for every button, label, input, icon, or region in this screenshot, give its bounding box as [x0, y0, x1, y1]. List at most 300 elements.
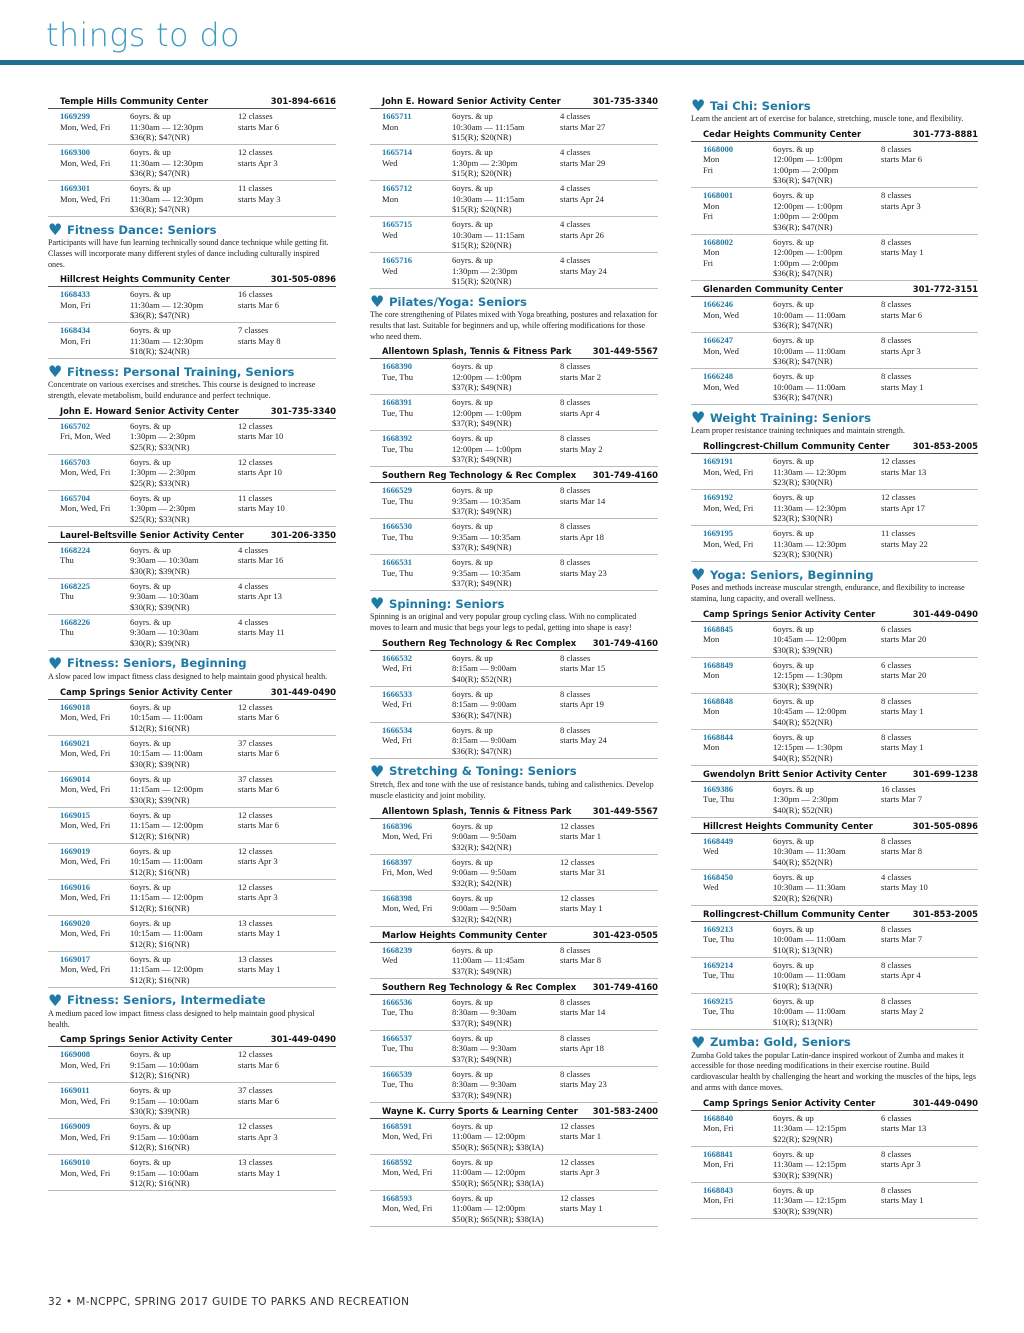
class-row [48, 880, 336, 916]
class-days: Wed [382, 265, 398, 276]
age-time-fee-cell [773, 144, 881, 186]
code-days-cell [60, 774, 130, 806]
class-detail: 9:30am — 10:30am [130, 627, 199, 638]
session-detail: 12 classes [238, 456, 273, 467]
course-code[interactable]: 1668434 [60, 325, 91, 336]
class-row [48, 952, 336, 988]
course-code[interactable]: 1669020 [60, 917, 91, 928]
course-code[interactable]: 1666529 [382, 485, 413, 496]
class-row [48, 109, 336, 145]
class-days: Tue, Thu [382, 1043, 414, 1054]
course-code[interactable]: 1668848 [703, 695, 734, 706]
session-cell [560, 1033, 658, 1065]
class-detail: 12:00pm — 1:00pm [452, 371, 522, 382]
course-code[interactable]: 1668239 [382, 944, 413, 955]
course-code[interactable]: 1668840 [703, 1112, 734, 1123]
session-detail: 11 classes [238, 492, 273, 503]
course-code[interactable]: 1669018 [60, 701, 91, 712]
session-cell [881, 732, 978, 764]
class-row [691, 526, 978, 562]
session-detail: starts Mar 6 [238, 820, 280, 831]
class-detail: 11:30am — 12:30pm [773, 538, 847, 549]
course-code[interactable]: 1665716 [382, 255, 413, 265]
age-time-fee-cell [130, 738, 238, 770]
class-row [48, 1119, 336, 1155]
class-detail: 6oyrs. & up [130, 1049, 171, 1060]
session-cell [560, 219, 658, 251]
course-code[interactable]: 1668591 [382, 1120, 413, 1131]
class-detail: 6oyrs. & up [773, 959, 814, 970]
class-detail: 11:00am — 12:00pm [452, 1203, 526, 1214]
class-detail: $36(R); $47(NR) [773, 356, 833, 367]
code-days-cell [382, 1193, 452, 1225]
session-detail: 12 classes [238, 111, 273, 121]
age-time-fee-cell [773, 960, 881, 992]
class-detail: 8:30am — 9:30am [452, 1043, 517, 1054]
code-days-cell [703, 1149, 773, 1181]
class-row [48, 455, 336, 491]
course-code[interactable]: 1665704 [60, 492, 91, 503]
age-time-fee-cell [773, 237, 881, 279]
age-time-fee-cell [452, 1157, 560, 1189]
session-detail: 6 classes [881, 623, 912, 634]
location-header [370, 927, 658, 943]
class-days: Mon, Wed, Fri [60, 892, 111, 903]
class-detail: $12(R); $16(NR) [130, 902, 190, 913]
course-code[interactable]: 1668593 [382, 1192, 413, 1203]
course-code[interactable]: 1668226 [60, 616, 91, 627]
class-detail: 10:30am — 11:15am [452, 193, 525, 204]
course-code[interactable]: 1666536 [382, 996, 413, 1007]
age-time-fee-cell [452, 893, 560, 925]
code-days-cell [382, 997, 452, 1029]
page-title: things to do [46, 16, 240, 54]
age-time-fee-cell [130, 918, 238, 950]
class-days: Mon, Fri [60, 335, 91, 346]
class-days: Tue, Thu [703, 794, 735, 805]
code-days-cell [382, 1157, 452, 1189]
course-code[interactable]: 1665703 [60, 456, 91, 467]
age-time-fee-cell [452, 147, 560, 179]
age-time-fee-cell [130, 702, 238, 734]
course-code[interactable]: 1668433 [60, 289, 91, 300]
age-time-fee-cell [452, 997, 560, 1029]
class-detail: 11:00am — 12:00pm [452, 1131, 526, 1142]
course-code[interactable]: 1665712 [382, 183, 413, 193]
class-detail: $37(R); $49(NR) [452, 1017, 512, 1028]
class-row [48, 1083, 336, 1119]
age-time-fee-cell [130, 1121, 238, 1153]
course-code[interactable]: 1666533 [382, 688, 413, 699]
session-detail: starts Apr 18 [560, 1043, 604, 1054]
code-days-cell [703, 371, 773, 403]
session-cell [881, 237, 978, 279]
session-cell [560, 653, 658, 685]
class-days: Mon, Wed [703, 345, 739, 356]
course-code[interactable]: 1668450 [703, 871, 734, 882]
age-time-fee-cell [773, 660, 881, 692]
session-detail: 4 classes [560, 255, 591, 265]
class-days: Wed [703, 846, 719, 857]
course-code[interactable]: 1666248 [703, 371, 734, 382]
section-heading [691, 565, 978, 585]
session-cell [238, 774, 336, 806]
course-code[interactable]: 1666539 [382, 1068, 413, 1079]
course-code[interactable]: 1669301 [60, 183, 91, 193]
class-row [48, 543, 336, 579]
course-code[interactable]: 1669011 [60, 1085, 90, 1096]
class-detail: 6oyrs. & up [130, 111, 171, 121]
session-detail: starts Mar 6 [238, 748, 280, 759]
code-days-cell [703, 335, 773, 367]
section-title: Zumba: Gold, Seniors [710, 1035, 851, 1050]
class-detail: $50(R); $65(NR); $38(IA) [452, 1213, 544, 1224]
location-name: Temple Hills Community Center [60, 96, 209, 106]
location-header [691, 1095, 978, 1111]
course-code[interactable]: 1669195 [703, 528, 734, 539]
code-days-cell [60, 846, 130, 878]
course-code[interactable]: 1666247 [703, 335, 734, 346]
section-title: Weight Training: Seniors [710, 410, 871, 425]
session-detail: starts Apr 18 [560, 531, 604, 542]
session-cell [238, 421, 336, 453]
session-cell [881, 144, 978, 186]
class-detail: 6oyrs. & up [773, 1112, 814, 1123]
session-detail: 12 classes [560, 1192, 595, 1203]
class-days: Tue, Thu [703, 970, 735, 981]
code-days-cell [382, 1069, 452, 1101]
session-cell [881, 528, 978, 560]
class-row [370, 359, 658, 395]
class-days: Tue, Thu [703, 1006, 735, 1017]
code-days-cell [60, 617, 130, 649]
course-code[interactable]: 1669299 [60, 111, 91, 121]
class-detail: $37(R); $49(NR) [452, 418, 512, 429]
class-detail: 6oyrs. & up [130, 183, 171, 193]
class-detail: 12:00pm — 1:00pm [773, 200, 843, 211]
session-cell [238, 810, 336, 842]
code-days-cell [382, 945, 452, 977]
course-code[interactable]: 1668390 [382, 361, 413, 372]
session-cell [238, 457, 336, 489]
course-code[interactable]: 1669014 [60, 773, 91, 784]
class-detail: $50(R); $65(NR); $38(IA) [452, 1177, 544, 1188]
course-code[interactable]: 1668224 [60, 544, 91, 555]
location-phone: 301-894-6616 [270, 96, 336, 106]
class-detail: $30(R); $39(NR) [130, 601, 190, 612]
class-row [691, 622, 978, 658]
class-days: Mon, Fri [703, 1123, 734, 1134]
session-cell [238, 581, 336, 613]
age-time-fee-cell [130, 147, 238, 179]
course-code[interactable]: 1669008 [60, 1049, 91, 1060]
session-detail: starts May 24 [560, 735, 607, 746]
course-code[interactable]: 1666246 [703, 299, 734, 310]
session-detail: 8 classes [881, 995, 912, 1006]
class-detail: 6oyrs. & up [452, 183, 493, 193]
class-days: Tue, Thu [382, 531, 414, 542]
class-detail: 1:00pm — 2:00pm [773, 211, 839, 222]
session-detail: 8 classes [560, 724, 591, 735]
session-detail: 8 classes [881, 695, 912, 706]
course-code[interactable]: 1669300 [60, 147, 91, 157]
class-row [370, 943, 658, 979]
course-code[interactable]: 1665714 [382, 147, 413, 157]
age-time-fee-cell [452, 725, 560, 757]
class-detail: $40(R); $52(NR) [773, 856, 833, 867]
code-days-cell [382, 725, 452, 757]
session-detail: 16 classes [881, 783, 916, 794]
class-days: Fri, Mon, Wed [382, 867, 433, 878]
class-days: Mon [703, 200, 720, 211]
class-days: Tue, Thu [382, 371, 414, 382]
course-code[interactable]: 1668398 [382, 892, 413, 903]
session-detail: starts Mar 8 [560, 955, 602, 966]
session-detail: 4 classes [560, 111, 591, 121]
class-row [691, 1147, 978, 1183]
class-row [691, 297, 978, 333]
class-detail: 6oyrs. & up [130, 147, 171, 157]
class-detail: 6oyrs. & up [773, 143, 814, 154]
course-code[interactable]: 1668841 [703, 1148, 734, 1159]
course-code[interactable]: 1666534 [382, 724, 413, 735]
session-cell [238, 545, 336, 577]
code-days-cell [703, 624, 773, 656]
course-code[interactable]: 1665715 [382, 219, 413, 229]
session-detail: 8 classes [560, 1068, 591, 1079]
session-detail: 13 classes [238, 953, 273, 964]
code-days-cell [382, 361, 452, 393]
session-cell [238, 846, 336, 878]
class-detail: $30(R); $39(NR) [130, 1106, 190, 1117]
course-code[interactable]: 1666537 [382, 1032, 413, 1043]
class-detail: $37(R); $49(NR) [452, 1089, 512, 1100]
class-detail: 6oyrs. & up [452, 485, 493, 496]
session-detail: 8 classes [560, 996, 591, 1007]
session-detail: starts Mar 14 [560, 1007, 606, 1018]
age-time-fee-cell [452, 521, 560, 553]
class-detail: $10(R); $13(NR) [773, 944, 833, 955]
class-detail: $15(R); $20(NR) [452, 240, 512, 250]
location-header [370, 635, 658, 651]
course-code[interactable]: 1669016 [60, 881, 91, 892]
course-code[interactable]: 1668849 [703, 659, 734, 670]
class-row [691, 235, 978, 282]
class-row [370, 855, 658, 891]
class-detail: 9:30am — 10:30am [130, 591, 199, 602]
location-phone: 301-735-3340 [270, 405, 336, 416]
class-row [370, 819, 658, 855]
class-detail: 12:15pm — 1:30pm [773, 742, 843, 753]
session-detail: 8 classes [881, 371, 912, 382]
session-detail: 12 classes [560, 856, 595, 867]
course-code[interactable]: 1665702 [60, 420, 91, 431]
class-row [48, 772, 336, 808]
session-cell [238, 1049, 336, 1081]
course-code[interactable]: 1669017 [60, 953, 91, 964]
class-detail: 6oyrs. & up [773, 623, 814, 634]
class-detail: 11:15am — 12:00pm [130, 964, 204, 975]
course-code[interactable]: 1668225 [60, 580, 91, 591]
class-detail: 10:00am — 11:00am [773, 970, 846, 981]
session-cell [881, 190, 978, 232]
course-code[interactable]: 1668391 [382, 397, 413, 408]
class-detail: 6oyrs. & up [452, 1192, 493, 1203]
code-days-cell [703, 1113, 773, 1145]
section-heading [48, 362, 336, 382]
section-description: Learn the ancient art of exercise for balance, stretching, muscle tone, and flexibility. [691, 114, 964, 123]
class-detail: $37(R); $49(NR) [452, 382, 512, 393]
course-code[interactable]: 1668396 [382, 820, 413, 831]
class-detail: 8:30am — 9:30am [452, 1007, 517, 1018]
age-time-fee-cell [130, 882, 238, 914]
session-cell [238, 1157, 336, 1189]
course-code[interactable]: 1669213 [703, 923, 734, 934]
class-detail: 6oyrs. & up [452, 1068, 493, 1079]
class-detail: 6oyrs. & up [773, 695, 814, 706]
course-code[interactable]: 1666531 [382, 557, 413, 568]
class-days: Mon, Wed [703, 381, 739, 392]
location-phone: 301-749-4160 [592, 637, 658, 648]
age-time-fee-cell [452, 485, 560, 517]
class-detail: $36(R); $47(NR) [773, 175, 833, 186]
location-name: Marlow Heights Community Center [382, 929, 547, 940]
section-description: Learn proper resistance training techniques and maintain strength. [691, 426, 905, 436]
course-code[interactable]: 1668845 [703, 623, 734, 634]
code-days-cell [703, 190, 773, 232]
course-code[interactable]: 1668843 [703, 1184, 734, 1195]
code-days-cell [703, 456, 773, 488]
course-code[interactable]: 1669019 [60, 845, 91, 856]
class-detail: $36(R); $47(NR) [773, 392, 833, 403]
class-row [370, 1031, 658, 1067]
code-days-cell [703, 1185, 773, 1217]
session-detail: 12 classes [238, 1121, 273, 1132]
class-days: Mon, Wed, Fri [60, 1095, 111, 1106]
code-days-cell [382, 857, 452, 889]
course-code[interactable]: 1668449 [703, 835, 734, 846]
section-heading [48, 653, 336, 673]
course-code[interactable]: 1666532 [382, 652, 413, 663]
class-row [691, 188, 978, 235]
session-detail: starts May 1 [881, 1195, 924, 1206]
session-detail: 13 classes [238, 1157, 273, 1168]
age-time-fee-cell [452, 857, 560, 889]
class-detail: 6oyrs. & up [452, 219, 493, 229]
class-days: Wed [382, 229, 398, 240]
section-heading [691, 408, 978, 428]
session-detail: starts Apr 17 [881, 502, 925, 513]
section-description: Stretch, flex and tone with the use of resistance bands, tubing and calisthenics. Develop muscle elasticity and joint mobility. [370, 779, 654, 800]
class-days: Mon, Wed, Fri [703, 538, 754, 549]
course-code[interactable]: 1666530 [382, 521, 413, 532]
age-time-fee-cell [452, 219, 560, 251]
class-detail: 6oyrs. & up [130, 325, 171, 336]
class-detail: $40(R); $52(NR) [773, 752, 833, 763]
session-cell [560, 1157, 658, 1189]
session-cell [238, 882, 336, 914]
course-code[interactable]: 1668000 [703, 143, 734, 154]
location-header [691, 281, 978, 297]
section-heading [48, 990, 336, 1010]
course-code[interactable]: 1669009 [60, 1121, 91, 1132]
class-detail: $36(R); $47(NR) [452, 709, 512, 720]
class-days: Fri [703, 164, 714, 175]
code-days-cell [382, 147, 452, 179]
session-cell [238, 1085, 336, 1117]
course-code[interactable]: 1668397 [382, 856, 413, 867]
session-cell [560, 183, 658, 215]
class-days: Thu [60, 555, 74, 566]
course-code[interactable]: 1669191 [703, 456, 734, 467]
class-days: Mon, Fri [703, 1195, 734, 1206]
class-detail: 6oyrs. & up [773, 335, 814, 346]
location-phone: 301-449-0490 [912, 1097, 978, 1108]
course-code[interactable]: 1669010 [60, 1157, 91, 1168]
location-name: Allentown Splash, Tennis & Fitness Park [382, 346, 572, 357]
class-detail: $30(R); $39(NR) [773, 644, 833, 655]
course-code[interactable]: 1665711 [382, 111, 412, 121]
course-code[interactable]: 1668001 [703, 190, 734, 201]
section-heading [370, 594, 658, 614]
session-detail: 12 classes [560, 892, 595, 903]
class-row [691, 870, 978, 906]
age-time-fee-cell [773, 1113, 881, 1145]
class-detail: $40(R); $52(NR) [452, 673, 512, 684]
class-row [370, 687, 658, 723]
session-cell [881, 996, 978, 1028]
code-days-cell [703, 299, 773, 331]
class-row [370, 519, 658, 555]
age-time-fee-cell [773, 696, 881, 728]
class-days: Mon [382, 193, 399, 204]
course-code[interactable]: 1669214 [703, 959, 734, 970]
session-detail: 8 classes [881, 1184, 912, 1195]
session-detail: starts Apr 10 [238, 467, 282, 478]
course-code[interactable]: 1668844 [703, 731, 734, 742]
class-detail: 6oyrs. & up [773, 659, 814, 670]
session-detail: 12 classes [560, 1156, 595, 1167]
course-code[interactable]: 1669215 [703, 995, 734, 1006]
location-phone: 301-735-3340 [592, 96, 658, 106]
class-detail: $32(R); $42(NR) [452, 841, 512, 852]
course-code[interactable]: 1669192 [703, 492, 734, 503]
course-code[interactable]: 1668592 [382, 1156, 413, 1167]
code-days-cell [382, 1033, 452, 1065]
class-row [691, 142, 978, 189]
class-detail: $15(R); $20(NR) [452, 168, 512, 178]
course-code[interactable]: 1669021 [60, 737, 91, 748]
class-detail: $30(R); $39(NR) [773, 1205, 833, 1216]
class-detail: 6oyrs. & up [130, 492, 171, 503]
session-cell [238, 738, 336, 770]
class-row [48, 419, 336, 455]
code-days-cell [382, 183, 452, 215]
course-code[interactable]: 1669015 [60, 809, 91, 820]
age-time-fee-cell [130, 581, 238, 613]
session-cell [238, 954, 336, 986]
course-code[interactable]: 1668392 [382, 433, 413, 444]
location-header [691, 126, 978, 142]
session-detail: 12 classes [238, 881, 273, 892]
course-code[interactable]: 1668002 [703, 236, 734, 247]
class-row [691, 922, 978, 958]
location-phone: 301-423-0505 [592, 929, 658, 940]
location-header [691, 818, 978, 834]
code-days-cell [382, 821, 452, 853]
code-days-cell [703, 696, 773, 728]
course-code[interactable]: 1669386 [703, 783, 734, 794]
